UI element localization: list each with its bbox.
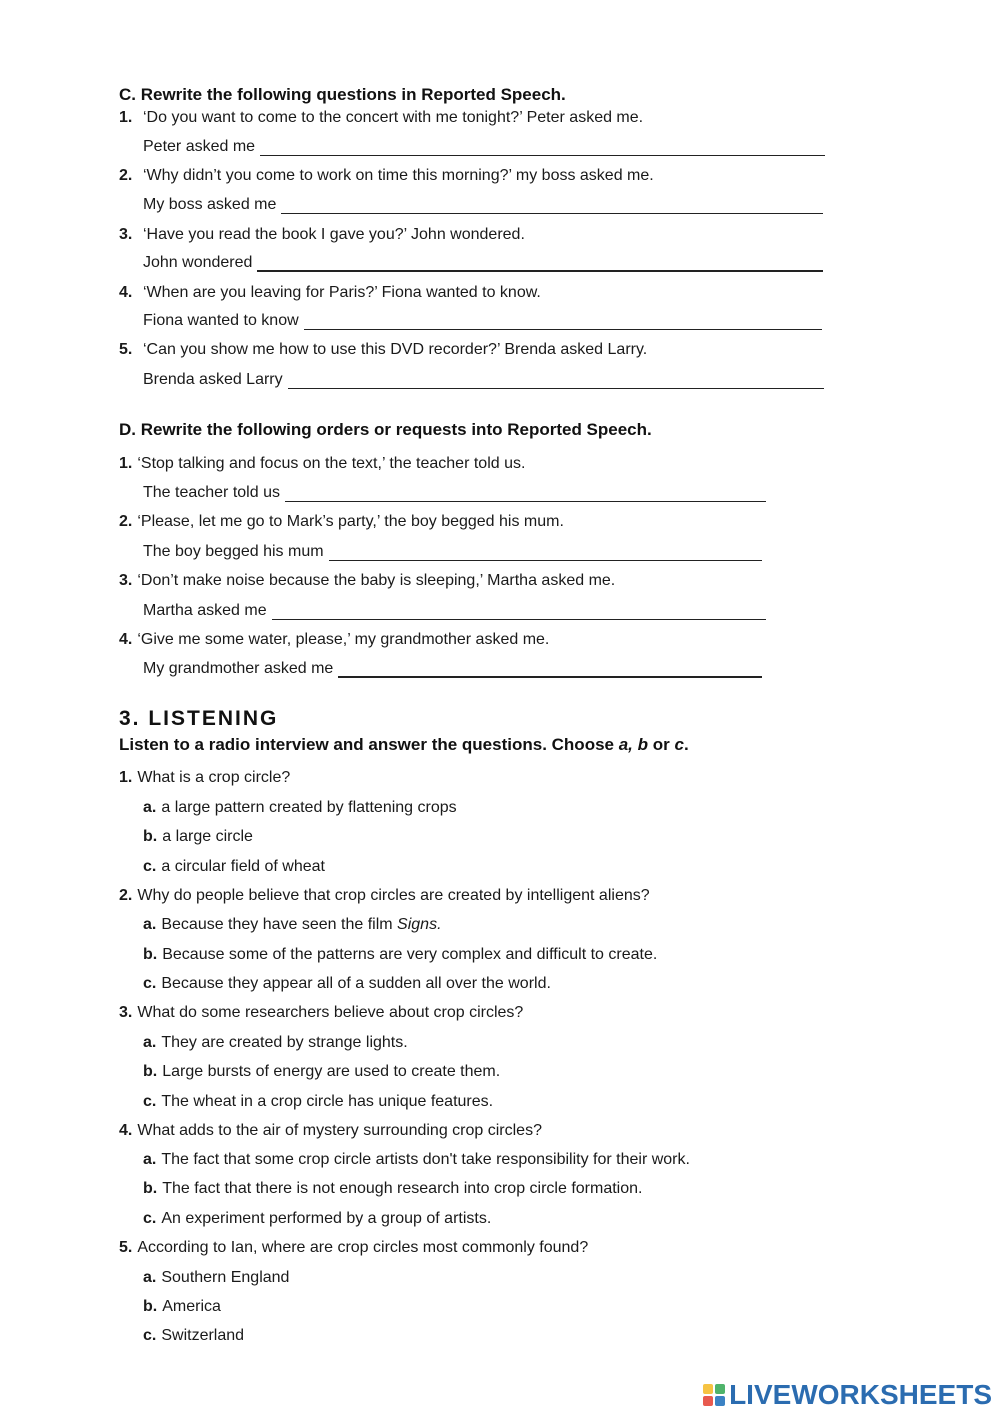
option-letter: c. [143,858,157,875]
question-text: What is a crop circle? [137,769,291,786]
q1-option-b[interactable] [143,828,253,846]
option-text: Large bursts of energy are used to create them. [162,1063,501,1080]
question-text: According to Ian, where are crop circles most commonly found? [137,1239,589,1256]
question-text: ‘Stop talking and focus on the text,’ the teacher told us. [137,455,526,472]
question-number: 3. [119,572,133,589]
q3-option-a[interactable] [143,1034,408,1052]
q3-option-c[interactable] [143,1093,493,1111]
listening-question-1 [119,769,290,787]
q4-option-a[interactable] [143,1151,690,1169]
question-number: 4. [119,284,133,301]
listening-question-4 [119,1122,542,1140]
q1-option-a[interactable] [143,799,457,817]
question-number: 1. [119,109,133,126]
q2-option-c[interactable] [143,975,551,993]
question-text: ‘Please, let me go to Mark’s party,’ the boy begged his mum. [137,513,564,530]
answer-prompt: My grandmother asked me [143,660,334,677]
question-number: 1. [119,455,133,472]
logo-tile [703,1384,713,1394]
answer-input-c2[interactable] [281,196,823,214]
question-number: 1. [119,769,133,786]
section-d-answer-row-3 [143,602,766,620]
q5-option-b[interactable] [143,1298,221,1316]
answer-prompt: My boss asked me [143,196,277,213]
section-d-answer-row-4 [143,660,762,678]
q3-option-b[interactable] [143,1063,500,1081]
question-number: 3. [119,226,133,243]
logo-tile [715,1384,725,1394]
q4-option-c[interactable] [143,1210,491,1228]
option-text: They are created by strange lights. [161,1034,408,1051]
question-text: ‘Why didn’t you come to work on time this morning?’ my boss asked me. [143,167,654,184]
instruction-choice-ab: a, b [618,735,649,754]
q1-option-c[interactable] [143,858,325,876]
option-text: An experiment performed by a group of artists. [161,1210,492,1227]
option-text: Because some of the patterns are very complex and difficult to create. [162,946,658,963]
section-d-question-1 [119,455,525,473]
answer-input-d4[interactable] [338,660,762,678]
answer-input-c5[interactable] [288,371,824,389]
listening-instruction [119,735,689,755]
section-c-answer-row-4 [143,312,822,330]
option-letter: b. [143,1180,158,1197]
listening-title: 3. LISTENING [119,707,279,730]
answer-prompt: Fiona wanted to know [143,312,299,329]
listening-question-3 [119,1004,523,1022]
question-text: What adds to the air of mystery surrounding crop circles? [137,1122,542,1139]
option-text: The fact that there is not enough research into crop circle formation. [162,1180,643,1197]
option-letter: c. [143,1210,157,1227]
answer-input-d2[interactable] [329,543,762,561]
logo-wordmark: LIVEWORKSHEETS [729,1379,992,1410]
option-letter: a. [143,799,157,816]
question-text: ‘Don’t make noise because the baby is sleeping,’ Martha asked me. [137,572,616,589]
option-text: America [162,1298,221,1315]
section-d-answer-row-2 [143,543,762,561]
section-c-question-1 [119,109,643,127]
answer-input-c1[interactable] [260,138,825,156]
answer-input-d1[interactable] [285,484,766,502]
option-letter: a. [143,1269,157,1286]
option-text: Because they have seen the film [161,916,398,933]
question-text: ‘Do you want to come to the concert with me tonight?’ Peter asked me. [143,109,644,126]
question-number: 2. [119,513,133,530]
q2-option-a[interactable] [143,916,442,934]
question-text: ‘Give me some water, please,’ my grandmother asked me. [137,631,550,648]
instruction-text: Listen to a radio interview and answer the questions. Choose [119,735,619,754]
option-letter: b. [143,1063,158,1080]
question-number: 4. [119,631,133,648]
section-c-answer-row-3 [143,254,823,272]
answer-prompt: The boy begged his mum [143,543,324,560]
instruction-choice-c: c [674,735,684,754]
option-letter: c. [143,1327,157,1344]
q5-option-a[interactable] [143,1269,289,1287]
section-d-question-2 [119,513,564,531]
section-d-question-3 [119,572,615,590]
section-c-question-2 [119,167,654,185]
option-text: a large pattern created by flattening crops [161,799,457,816]
logo-tile [715,1396,725,1406]
option-text: Southern England [161,1269,290,1286]
instruction-end: . [683,735,689,754]
section-c-answer-row-2 [143,196,823,214]
option-letter: a. [143,916,157,933]
question-number: 5. [119,341,133,358]
question-text: Why do people believe that crop circles are created by intelligent aliens? [137,887,650,904]
option-text: a circular field of wheat [161,858,325,875]
answer-prompt: Peter asked me [143,138,256,155]
answer-prompt: The teacher told us [143,484,280,501]
option-letter: b. [143,1298,158,1315]
option-letter: c. [143,1093,157,1110]
answer-prompt: Brenda asked Larry [143,371,283,388]
option-text: Switzerland [161,1327,245,1344]
q5-option-c[interactable] [143,1327,244,1345]
listening-question-5 [119,1239,588,1257]
question-number: 4. [119,1122,133,1139]
option-film-title: Signs. [397,916,442,933]
option-text: a large circle [162,828,253,845]
section-c-heading: C. Rewrite the following questions in Reported Speech. [119,85,566,104]
liveworksheets-logo[interactable] [703,1381,992,1409]
section-d-question-4 [119,631,549,649]
section-c-answer-row-1 [143,138,825,156]
q2-option-b[interactable] [143,946,657,964]
question-text: What do some researchers believe about crop circles? [137,1004,524,1021]
section-c-question-5 [119,341,647,359]
option-text: Because they appear all of a sudden all over the world. [161,975,551,992]
q4-option-b[interactable] [143,1180,642,1198]
section-c-question-4 [119,284,541,302]
option-letter: c. [143,975,157,992]
instruction-or: or [648,735,675,754]
question-text: ‘Can you show me how to use this DVD recorder?’ Brenda asked Larry. [143,341,648,358]
listening-question-2 [119,887,650,905]
option-text: The fact that some crop circle artists don't take responsibility for their work. [161,1151,690,1168]
section-d-heading: D. Rewrite the following orders or requests into Reported Speech. [119,420,652,439]
section-c-answer-row-5 [143,371,824,389]
question-number: 3. [119,1004,133,1021]
answer-input-c4[interactable] [304,312,822,330]
option-letter: b. [143,828,158,845]
option-text: The wheat in a crop circle has unique features. [161,1093,494,1110]
option-letter: a. [143,1151,157,1168]
answer-prompt: John wondered [143,254,253,271]
question-number: 2. [119,167,133,184]
logo-tiles-icon [703,1384,725,1406]
answer-input-d3[interactable] [272,602,766,620]
question-text: ‘When are you leaving for Paris?’ Fiona wanted to know. [143,284,541,301]
question-number: 2. [119,887,133,904]
question-text: ‘Have you read the book I gave you?’ John wondered. [143,226,525,243]
section-d-answer-row-1 [143,484,766,502]
option-letter: a. [143,1034,157,1051]
answer-input-c3[interactable] [257,254,823,272]
question-number: 5. [119,1239,133,1256]
answer-prompt: Martha asked me [143,602,267,619]
section-c-question-3 [119,226,525,244]
option-letter: b. [143,946,158,963]
logo-tile [703,1396,713,1406]
